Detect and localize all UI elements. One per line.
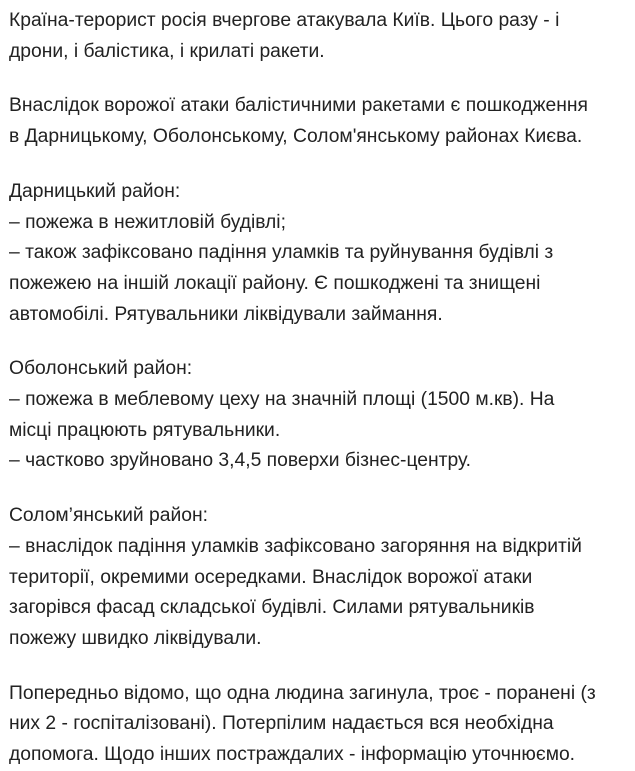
text-line: Попередньо відомо, що одна людина загинула, троє - поранені (з (9, 682, 596, 704)
paragraph-obolonskyi-district (9, 354, 635, 477)
text-line: території, окремими осередками. Внаслідок ворожої атаки (9, 566, 533, 588)
paragraph-casualties (9, 679, 635, 771)
text-line: – пожежа в меблевому цеху на значній площі (1500 м.кв). На (9, 389, 555, 411)
district-heading: Солом’янський район: (9, 505, 209, 527)
paragraph-solomianskyi-district (9, 501, 635, 655)
text-line: в Дарницькому, Оболонському, Солом'янському районах Києва. (9, 126, 583, 148)
text-line: Країна-терорист росія вчергове атакувала Київ. Цього разу - і (9, 10, 560, 31)
paragraph-intro (9, 6, 635, 67)
text-line: – пожежа в нежитловій будівлі; (9, 211, 286, 233)
paragraph-damage-summary (9, 91, 635, 152)
text-line: дрони, і балістика, і крилаті ракети. (9, 40, 325, 62)
text-line: них 2 - госпіталізовані). Потерпілим надається вся необхідна (9, 713, 554, 735)
district-heading: Дарницький район: (9, 180, 181, 202)
text-line: Внаслідок ворожої атаки балістичними ракетами є пошкодження (9, 95, 588, 117)
district-heading: Оболонський район: (9, 358, 193, 380)
text-line: місці працюють рятувальники. (9, 419, 281, 441)
text-line: – частково зруйновано 3,4,5 поверхи бізнес-центру. (9, 450, 472, 472)
paragraph-darnytskyi-district (9, 177, 635, 331)
text-line: загорівся фасад складської будівлі. Силами рятувальників (9, 597, 535, 619)
text-line: пожежу швидко ліквідували. (9, 627, 262, 649)
text-line: пожежею на іншій локації району. Є пошкоджені та знищені (9, 272, 541, 294)
text-line: – внаслідок падіння уламків зафіксовано загоряння на відкритій (9, 535, 582, 557)
text-line: допомога. Щодо інших постраждалих - інформацію уточнюємо. (9, 744, 576, 766)
text-line: – також зафіксовано падіння уламків та руйнування будівлі з (9, 242, 554, 264)
text-line: автомобілі. Рятувальники ліквідували займання. (9, 303, 443, 325)
